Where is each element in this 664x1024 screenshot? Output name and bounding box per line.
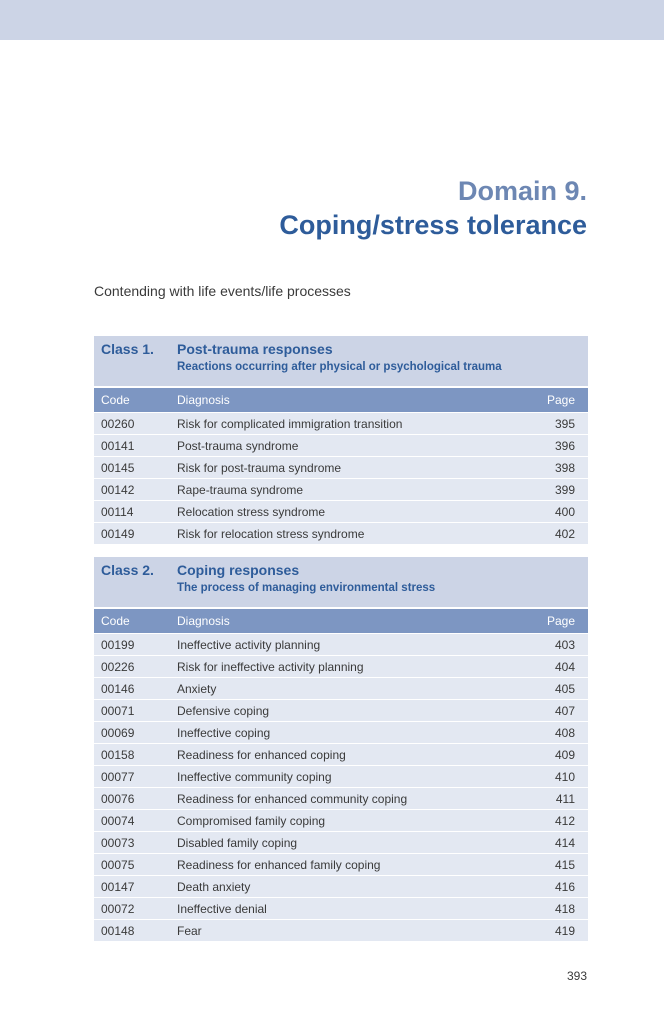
diagnosis-code: 00076	[101, 791, 135, 806]
diagnosis-code: 00072	[101, 901, 135, 916]
diagnosis-name: Risk for post-trauma syndrome	[177, 460, 342, 475]
page-ref: 412	[554, 813, 575, 828]
diagnosis-code: 00146	[101, 681, 135, 696]
diagnosis-code: 00141	[101, 438, 135, 453]
page-ref: 405	[554, 681, 575, 696]
diagnosis-code: 00077	[101, 769, 135, 784]
diagnosis-name: Readiness for enhanced family coping	[177, 857, 381, 872]
diagnosis-name: Death anxiety	[177, 879, 251, 894]
diagnosis-code: 00260	[101, 416, 135, 431]
table-row	[94, 522, 588, 544]
page-number: 393	[566, 969, 587, 983]
diagnosis-code: 00226	[101, 659, 135, 674]
diagnosis-code: 00148	[101, 923, 135, 938]
class-name: Post-trauma responses	[177, 341, 333, 357]
diagnosis-name: Disabled family coping	[177, 835, 298, 850]
class-number: Class 1.	[101, 341, 154, 357]
table-row	[94, 434, 588, 456]
table-row	[94, 478, 588, 500]
diagnosis-code: 00073	[101, 835, 135, 850]
diagnosis-name: Compromised family coping	[177, 813, 326, 828]
diagnosis-code: 00074	[101, 813, 135, 828]
diagnosis-name: Ineffective activity planning	[177, 637, 321, 652]
diagnosis-code: 00069	[101, 725, 135, 740]
diagnosis-code: 00071	[101, 703, 135, 718]
page-ref: 402	[554, 526, 575, 541]
diagnosis-name: Ineffective coping	[177, 725, 271, 740]
diagnosis-name: Readiness for enhanced community coping	[177, 791, 408, 806]
class-1-rows	[94, 412, 588, 544]
table-row	[94, 831, 588, 853]
class-1-table	[94, 336, 588, 544]
diagnosis-code: 00147	[101, 879, 135, 894]
page-ref: 396	[554, 438, 575, 453]
domain-title	[279, 174, 587, 242]
table-row	[94, 853, 588, 875]
column-page: Page	[546, 393, 575, 407]
domain-title-line2: Coping/stress tolerance	[279, 210, 587, 240]
page-ref: 398	[554, 460, 575, 475]
diagnosis-code: 00145	[101, 460, 135, 475]
diagnosis-name: Risk for complicated immigration transition	[177, 416, 403, 431]
page-ref: 414	[554, 835, 575, 850]
class-2-header	[94, 557, 588, 607]
page-ref: 415	[554, 857, 575, 872]
column-code: Code	[101, 393, 130, 407]
diagnosis-name: Rape-trauma syndrome	[177, 482, 304, 497]
diagnosis-name: Defensive coping	[177, 703, 270, 718]
table-row	[94, 787, 588, 809]
diagnosis-name: Risk for ineffective activity planning	[177, 659, 364, 674]
column-header-row	[94, 607, 588, 633]
column-diagnosis: Diagnosis	[177, 393, 230, 407]
diagnosis-code: 00149	[101, 526, 135, 541]
column-page: Page	[546, 614, 575, 628]
diagnosis-name: Readiness for enhanced coping	[177, 747, 346, 762]
column-code: Code	[101, 614, 130, 628]
class-description: Reactions occurring after physical or psychological trauma	[177, 361, 502, 373]
class-2-table	[94, 557, 588, 941]
table-row	[94, 456, 588, 478]
domain-subtitle: Contending with life events/life processes	[94, 283, 351, 299]
table-row	[94, 897, 588, 919]
diagnosis-name: Relocation stress syndrome	[177, 504, 326, 519]
table-row	[94, 919, 588, 941]
table-row	[94, 655, 588, 677]
diagnosis-name: Ineffective denial	[177, 901, 267, 916]
table-row	[94, 875, 588, 897]
class-number: Class 2.	[101, 562, 154, 578]
diagnosis-name: Post-trauma syndrome	[177, 438, 299, 453]
diagnosis-code: 00142	[101, 482, 135, 497]
class-1-header	[94, 336, 588, 386]
page-ref: 411	[555, 791, 575, 806]
diagnosis-name: Risk for relocation stress syndrome	[177, 526, 365, 541]
diagnosis-name: Fear	[177, 923, 202, 938]
page-ref: 403	[554, 637, 575, 652]
table-row	[94, 500, 588, 522]
header-band	[0, 0, 664, 40]
page-ref: 416	[554, 879, 575, 894]
table-row	[94, 412, 588, 434]
column-header-row	[94, 386, 588, 412]
diagnosis-code: 00199	[101, 637, 135, 652]
diagnosis-code: 00075	[101, 857, 135, 872]
domain-title-line1: Domain 9.	[457, 176, 587, 206]
table-row	[94, 699, 588, 721]
page-ref: 418	[554, 901, 575, 916]
page-ref: 408	[554, 725, 575, 740]
column-diagnosis: Diagnosis	[177, 614, 230, 628]
class-description: The process of managing environmental stress	[177, 582, 436, 594]
table-row	[94, 765, 588, 787]
table-row	[94, 633, 588, 655]
table-row	[94, 743, 588, 765]
page-ref: 404	[554, 659, 575, 674]
page-ref: 419	[554, 923, 575, 938]
diagnosis-name: Anxiety	[177, 681, 217, 696]
page-ref: 399	[554, 482, 575, 497]
page-ref: 409	[554, 747, 575, 762]
table-row	[94, 809, 588, 831]
page-ref: 400	[554, 504, 575, 519]
diagnosis-code: 00158	[101, 747, 135, 762]
diagnosis-name: Ineffective community coping	[177, 769, 332, 784]
page-ref: 407	[554, 703, 575, 718]
diagnosis-code: 00114	[101, 504, 134, 519]
page-ref: 410	[554, 769, 575, 784]
class-name: Coping responses	[177, 562, 300, 578]
page-ref: 395	[554, 416, 575, 431]
class-2-rows	[94, 633, 588, 941]
table-row	[94, 721, 588, 743]
table-row	[94, 677, 588, 699]
